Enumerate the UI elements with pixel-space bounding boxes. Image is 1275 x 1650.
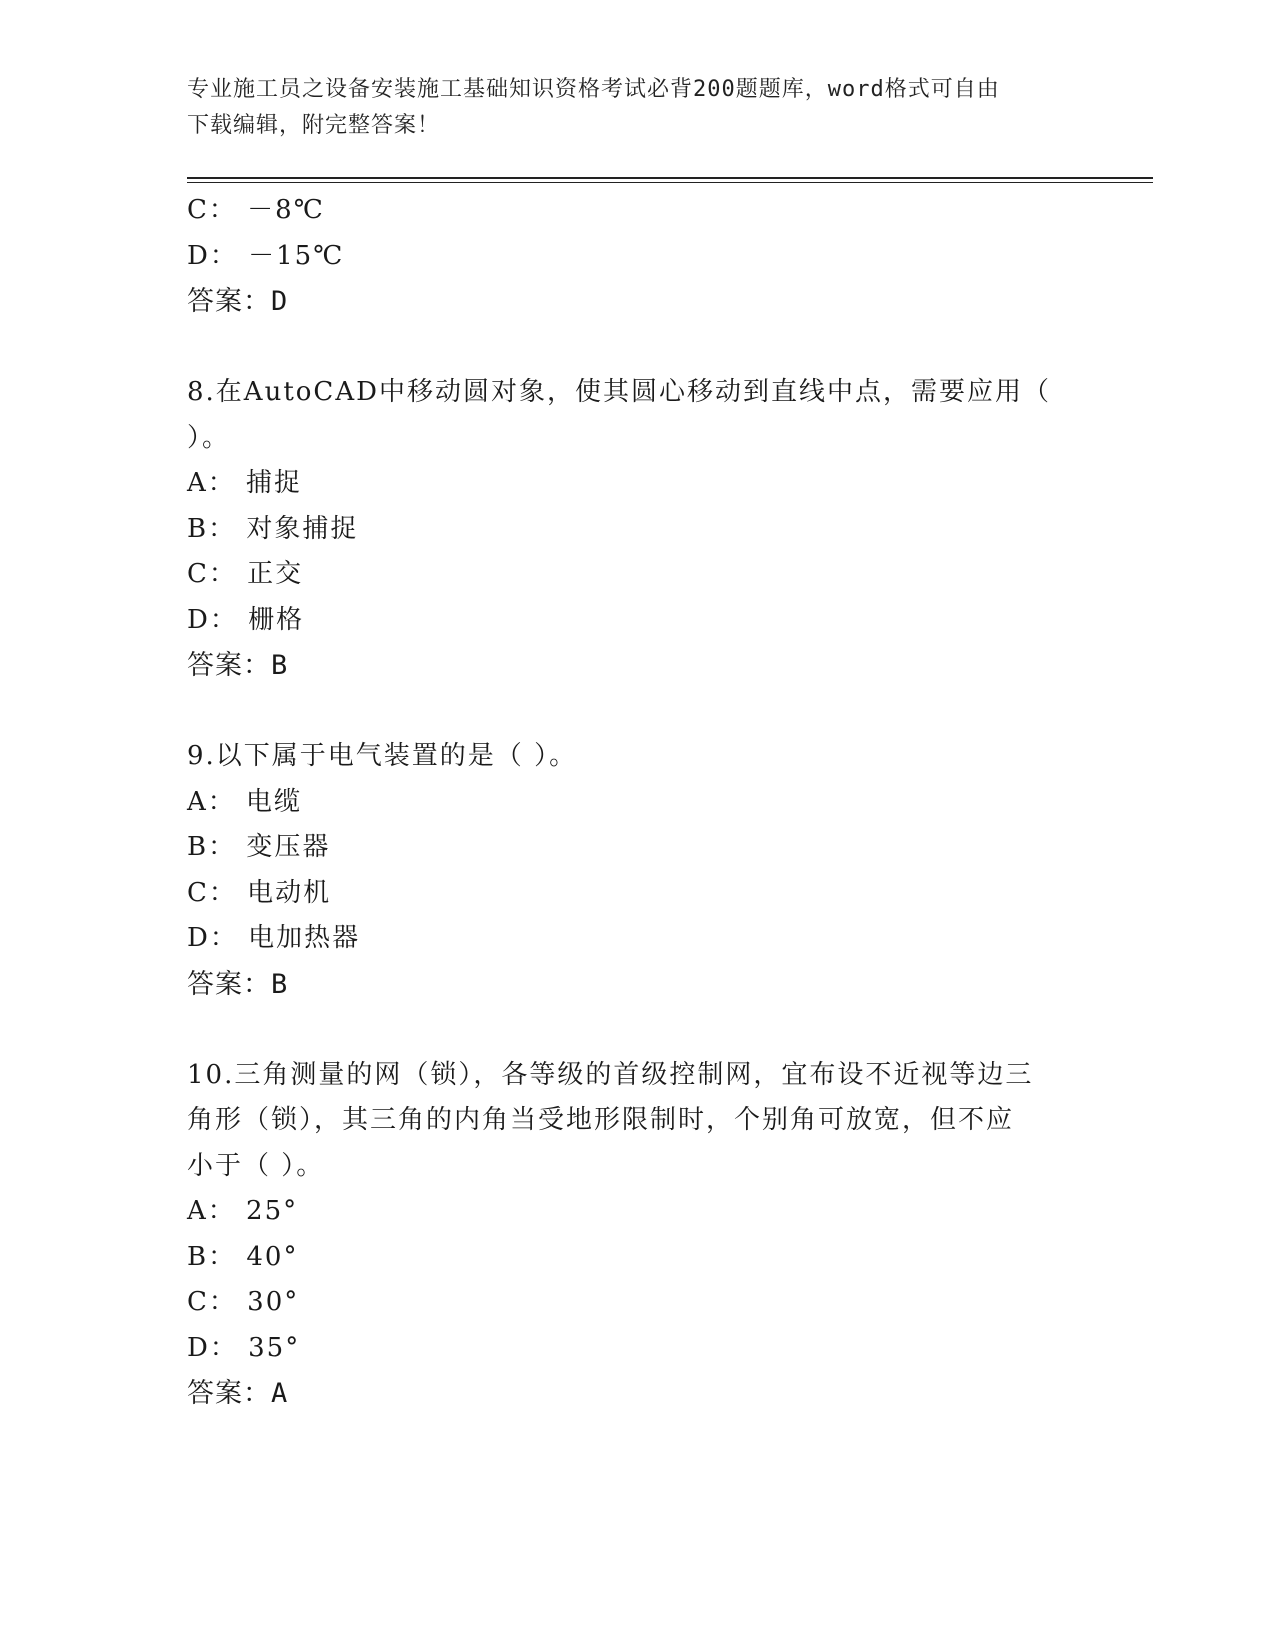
option-letter: A： [187, 786, 236, 817]
option-d [187, 1326, 1087, 1372]
document-header [187, 72, 1087, 144]
option-text: 对象捕捉 [246, 513, 359, 544]
option-text: 捕捉 [246, 468, 303, 498]
question-10-stem-line-2: 角形（锁），其三角的内角当受地形限制时，个别角可放宽，但不应 [187, 1105, 1015, 1135]
option-a [187, 780, 1087, 826]
option-letter: C： [187, 559, 237, 589]
option-letter: D： [187, 240, 238, 271]
header-title-line-1: 专业施工员之设备安装施工基础知识资格考试必背200题题库，word格式可自由 [187, 77, 1000, 102]
option-letter: B： [187, 1241, 237, 1272]
option-d [187, 234, 1087, 280]
spacer [187, 1007, 1087, 1053]
option-c [187, 871, 1087, 917]
option-d [187, 598, 1087, 644]
option-a [187, 461, 1087, 507]
option-text: 30° [247, 1287, 300, 1317]
option-text: 25° [246, 1196, 299, 1226]
option-letter: C： [187, 195, 237, 225]
option-text: 35° [248, 1332, 301, 1363]
option-b [187, 825, 1087, 871]
option-letter: D： [187, 604, 238, 635]
header-divider-thick [187, 177, 1153, 179]
spacer [187, 689, 1087, 735]
option-letter: C： [187, 1287, 237, 1317]
option-text: 电加热器 [248, 923, 361, 953]
option-text: 电动机 [247, 877, 332, 908]
option-text: 变压器 [246, 832, 331, 862]
option-c [187, 188, 1087, 234]
question-content [187, 188, 1087, 1417]
option-letter: B： [187, 832, 237, 862]
option-letter: A： [187, 1196, 236, 1226]
option-letter: C： [187, 877, 237, 908]
spacer [187, 325, 1087, 371]
option-b [187, 1235, 1087, 1281]
option-a [187, 1189, 1087, 1235]
option-letter: A： [187, 468, 236, 498]
question-9-stem-line-1: 9.以下属于电气装置的是（ ）。 [187, 741, 578, 771]
option-c [187, 552, 1087, 598]
question-8-stem-line-2: ）。 [187, 422, 231, 453]
option-c [187, 1280, 1087, 1326]
option-text: 电缆 [246, 786, 303, 817]
answer-line: 答案：B [187, 968, 289, 1000]
option-text: 栅格 [248, 604, 305, 635]
option-text: －8℃ [247, 195, 325, 225]
question-10-stem-line-1: 10.三角测量的网（锁），各等级的首级控制网，宜布设不近视等边三 [187, 1059, 1034, 1090]
option-text: 正交 [247, 559, 304, 589]
option-letter: B： [187, 513, 237, 544]
header-title-line-2: 下载编辑，附完整答案！ [187, 113, 441, 138]
answer-line: 答案：B [187, 650, 289, 681]
option-letter: D： [187, 923, 238, 953]
answer-line: 答案：D [187, 286, 289, 317]
question-8-stem-line-1: 8.在AutoCAD中移动圆对象，使其圆心移动到直线中点，需要应用（ [187, 377, 1051, 407]
option-letter: D： [187, 1332, 238, 1363]
header-divider-thin [187, 182, 1153, 183]
question-10-stem-line-3: 小于（ ）。 [187, 1150, 325, 1181]
option-b [187, 507, 1087, 553]
answer-line: 答案：A [187, 1378, 289, 1409]
option-d [187, 916, 1087, 962]
option-text: －15℃ [248, 240, 345, 271]
option-text: 40° [246, 1241, 299, 1272]
